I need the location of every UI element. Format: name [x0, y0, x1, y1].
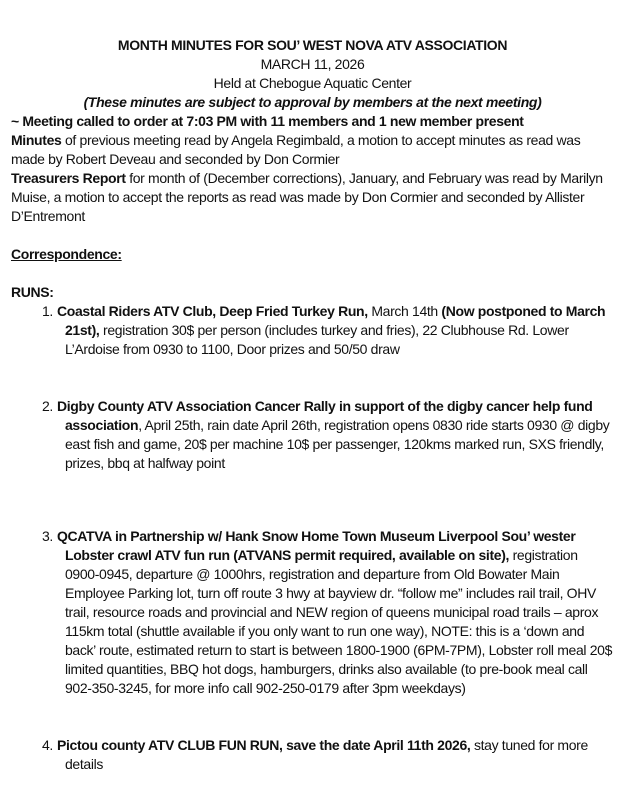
- spacer: [11, 264, 611, 283]
- minutes-paragraph: [11, 131, 606, 169]
- run-details: registration 30$ per person (includes turkey and fries), 22 Clubhouse Rd. Lower L’Ardoise from 0930 to 1100, Door prizes and 50/50 draw: [65, 322, 569, 357]
- run-description: [57, 397, 615, 473]
- run-title: QCATVA in Partnership w/ Hank Snow Home Town Museum Liverpool Sou’ wester Lobster crawl ATV fun run (ATVANS permit required, available on site),: [57, 528, 576, 563]
- run-item-1: [11, 302, 615, 359]
- runs-heading: RUNS:: [11, 284, 54, 300]
- run-item-2: [11, 397, 615, 473]
- run-number: 3.: [42, 528, 53, 544]
- run-number: 1.: [42, 303, 53, 319]
- run-description: [57, 302, 615, 359]
- call-to-order: ~ Meeting called to order at 7:03 PM with 11 members and 1 new member present: [11, 113, 524, 129]
- run-description: [57, 527, 615, 698]
- spacer: [11, 698, 611, 736]
- run-item-3: [11, 527, 615, 698]
- run-title: Pictou county ATV CLUB FUN RUN, save the date April 11th 2026,: [57, 737, 471, 753]
- treasurer-paragraph: [11, 169, 606, 226]
- meeting-location: Held at Chebogue Aquatic Center: [213, 75, 412, 91]
- run-title: Coastal Riders ATV Club, Deep Fried Turkey Run,: [57, 303, 368, 319]
- treasurer-label: Treasurers Report: [11, 170, 126, 186]
- run-title: Digby County ATV Association Cancer Rally in support of the digby cancer help fund association: [57, 398, 593, 433]
- correspondence-heading: Correspondence:: [11, 246, 122, 262]
- run-number: 2.: [42, 398, 53, 414]
- minutes-text: of previous meeting read by Angela Regimbald, a motion to accept minutes as read was made by Robert Deveau and seconded by Don Cormier: [11, 132, 581, 167]
- minutes-document: [11, 36, 611, 774]
- run-number: 4.: [42, 737, 53, 753]
- run-details: stay tuned for more details: [65, 737, 588, 772]
- document-title: MONTH MINUTES FOR SOU’ WEST NOVA ATV ASSOCIATION: [117, 37, 508, 53]
- treasurer-text: for month of (December corrections), January, and February was read by Marilyn Muise, a motion to accept the reports as read was made by Don Cormier and seconded by Allister D’Entremont: [11, 170, 603, 224]
- run-postponed-note: (Now postponed to March 21st),: [65, 303, 606, 338]
- approval-disclaimer: (These minutes are subject to approval by members at the next meeting): [83, 94, 542, 110]
- run-details: registration 0900-0945, departure @ 1000hrs, registration and departure from Old Bowater Main Employee Parking lot, turn off route 3 hwy at bayview dr. “follow me” includes rail trail, OHV trail, resource roads and provincial and NEW region of queens municipal road trails – aprox 115km total (shuttle available if you only want to run one way), NOTE: this is a ‘down and back’ route, estimated return to start is between 1800-1900 (6PM-7PM), Lobster roll meal 20$ limited quantities, BBQ hot dogs, hamburgers, drinks also available (to pre-book meal call 902-350-3245, for more info call 902-250-0179 after 3pm weekdays): [65, 547, 613, 696]
- run-item-4: [11, 736, 615, 774]
- run-description: [57, 736, 615, 774]
- spacer: [11, 473, 611, 527]
- meeting-date: MARCH 11, 2026: [260, 56, 365, 72]
- spacer: [11, 359, 611, 397]
- spacer: [11, 226, 611, 245]
- run-date: March 14th: [367, 303, 442, 319]
- run-details: , April 25th, rain date April 26th, registration opens 0830 ride starts 0930 @ digby east fish and game, 20$ per machine 10$ per passenger, 120kms marked run, SXS friendly, prizes, bbq at halfway point: [65, 417, 610, 471]
- minutes-label: Minutes: [11, 132, 62, 148]
